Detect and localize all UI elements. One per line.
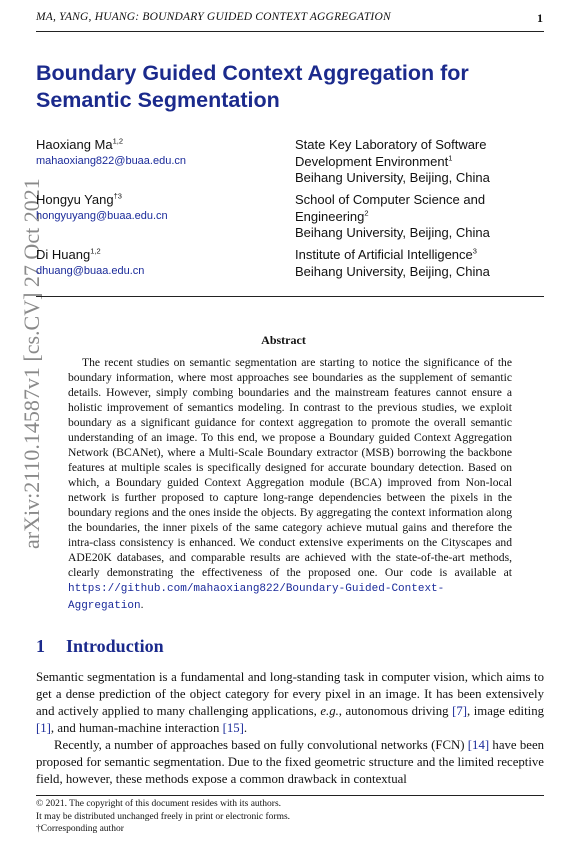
corresponding-author-note: †Corresponding author (36, 824, 124, 834)
author-rule (36, 296, 544, 297)
author-sup: †3 (113, 191, 122, 201)
intro-text: Recently, a number of approaches based on fully convolutional networks (FCN) (54, 738, 465, 752)
header-rule (36, 31, 544, 32)
section-heading (36, 636, 164, 657)
citation-link[interactable]: [1] (36, 721, 51, 735)
section-number: 1 (36, 636, 45, 656)
affiliation-2 (295, 192, 490, 242)
affiliation-line: Beihang University, Beijing, China (295, 170, 490, 185)
author-name: Haoxiang Ma (36, 137, 113, 152)
running-head: MA, YANG, HUANG: BOUNDARY GUIDED CONTEXT AGGREGATION (36, 11, 391, 23)
author-block-1 (36, 137, 186, 167)
intro-text: , autonomous driving (338, 704, 449, 718)
intro-body (36, 669, 544, 788)
author-email-link[interactable]: mahaoxiang822@buaa.edu.cn (36, 155, 187, 167)
paper-title (36, 60, 556, 114)
affiliation-1 (295, 137, 490, 187)
title-line-2: Semantic Segmentation (36, 88, 280, 112)
code-link[interactable]: https://github.com/mahaoxiang822/Boundary-Guided-Context-Aggregation (68, 583, 445, 612)
author-block-2 (36, 192, 168, 222)
footer-notes (36, 798, 544, 836)
author-sup: 1,2 (112, 136, 124, 146)
affiliation-sup: 3 (472, 246, 477, 256)
author-name: Hongyu Yang (36, 192, 114, 207)
section-title: Introduction (66, 636, 164, 656)
distribution-line: It may be distributed unchanged freely in print or electronic forms. (36, 811, 291, 822)
intro-paragraph-2 (36, 737, 544, 788)
page-number: 1 (537, 11, 543, 25)
intro-text: have been proposed for semantic segmentation. Due to the fixed geometric structure and the limited receptive field, however, these methods expose a common drawback in contextual (36, 738, 545, 786)
arxiv-id-text: arXiv:2110.14587v1 [cs.CV] 27 Oct 2021 (19, 178, 44, 549)
affiliation-line: School of Computer Science and (295, 192, 486, 207)
citation-link[interactable]: [7] (452, 704, 467, 718)
affiliation-line: Institute of Artificial Intelligence (295, 247, 473, 262)
copyright-line: © 2021. The copyright of this document resides with its authors. (36, 799, 282, 809)
intro-text: , image editing (466, 704, 545, 718)
affiliation-line: Engineering (295, 208, 365, 224)
affiliation-line: State Key Laboratory of Software (295, 137, 487, 152)
affiliation-sup: 1 (448, 153, 453, 163)
abstract-end: . (140, 598, 144, 611)
footer-rule (36, 795, 544, 796)
affiliation-sup: 2 (364, 208, 369, 218)
author-sup: 1,2 (90, 246, 101, 256)
intro-text: , and human-machine interaction (50, 721, 220, 735)
intro-text: Semantic segmentation is a fundamental and long-standing task in computer vision, which aims to get a dense prediction of the object category for every pixel in an image. It has been extensively and actively applied to many challenging applications, (36, 670, 544, 718)
intro-text-italic: e.g. (320, 704, 339, 718)
intro-paragraph-1 (36, 669, 544, 737)
affiliation-line: Development Environment (295, 153, 449, 169)
affiliation-3 (295, 247, 490, 280)
title-line-1: Boundary Guided Context Aggregation for (36, 61, 469, 85)
affiliation-line: Beihang University, Beijing, China (295, 263, 490, 279)
author-block-3 (36, 247, 144, 277)
abstract-text: The recent studies on semantic segmentation are starting to notice the significance of the boundary information, where most approaches see boundaries as the supplement of semantic details. However, simply combing boundaries and the mainstream features cannot ensure a holistic improvement of semantics modeling. In contrast to the previous studies, we exploit boundary as a significant guidance for context aggregation to promote the overall semantic understanding of an image. To this end, we propose a Boundary guided Context Aggregation Network (BCANet), where a Multi-Scale Boundary extractor (MSB) borrowing the backbone features at multiple scales is specifically designed for accurate boundary detection. Based on which, a Boundary guided Context Aggregation module (BCA) improved from Non-local network is further proposed to capture long-range dependencies between the pixels in the boundary regions and the ones inside the objects. By aggregating the context information along the boundaries, the inner pixels of the same category achieve mutual gains and therefore the intra-class consistency is enhanced. We conduct extensive experiments on the Cityscapes and ADE20K databases, and comparable results are achieved with the state-of-the-art methods, clearly demonstrating the effectiveness of the proposed one. Our code is available at (68, 356, 512, 579)
abstract-body (68, 355, 512, 614)
affiliation-line: Beihang University, Beijing, China (295, 225, 490, 240)
abstract-heading: Abstract (261, 333, 306, 347)
citation-link[interactable]: [14] (467, 738, 490, 752)
intro-text: . (243, 721, 248, 735)
citation-link[interactable]: [15] (222, 721, 244, 735)
author-email-link[interactable]: hongyuyang@buaa.edu.cn (36, 210, 168, 222)
author-email-link[interactable]: dhuang@buaa.edu.cn (36, 265, 145, 277)
author-name: Di Huang (36, 247, 91, 262)
